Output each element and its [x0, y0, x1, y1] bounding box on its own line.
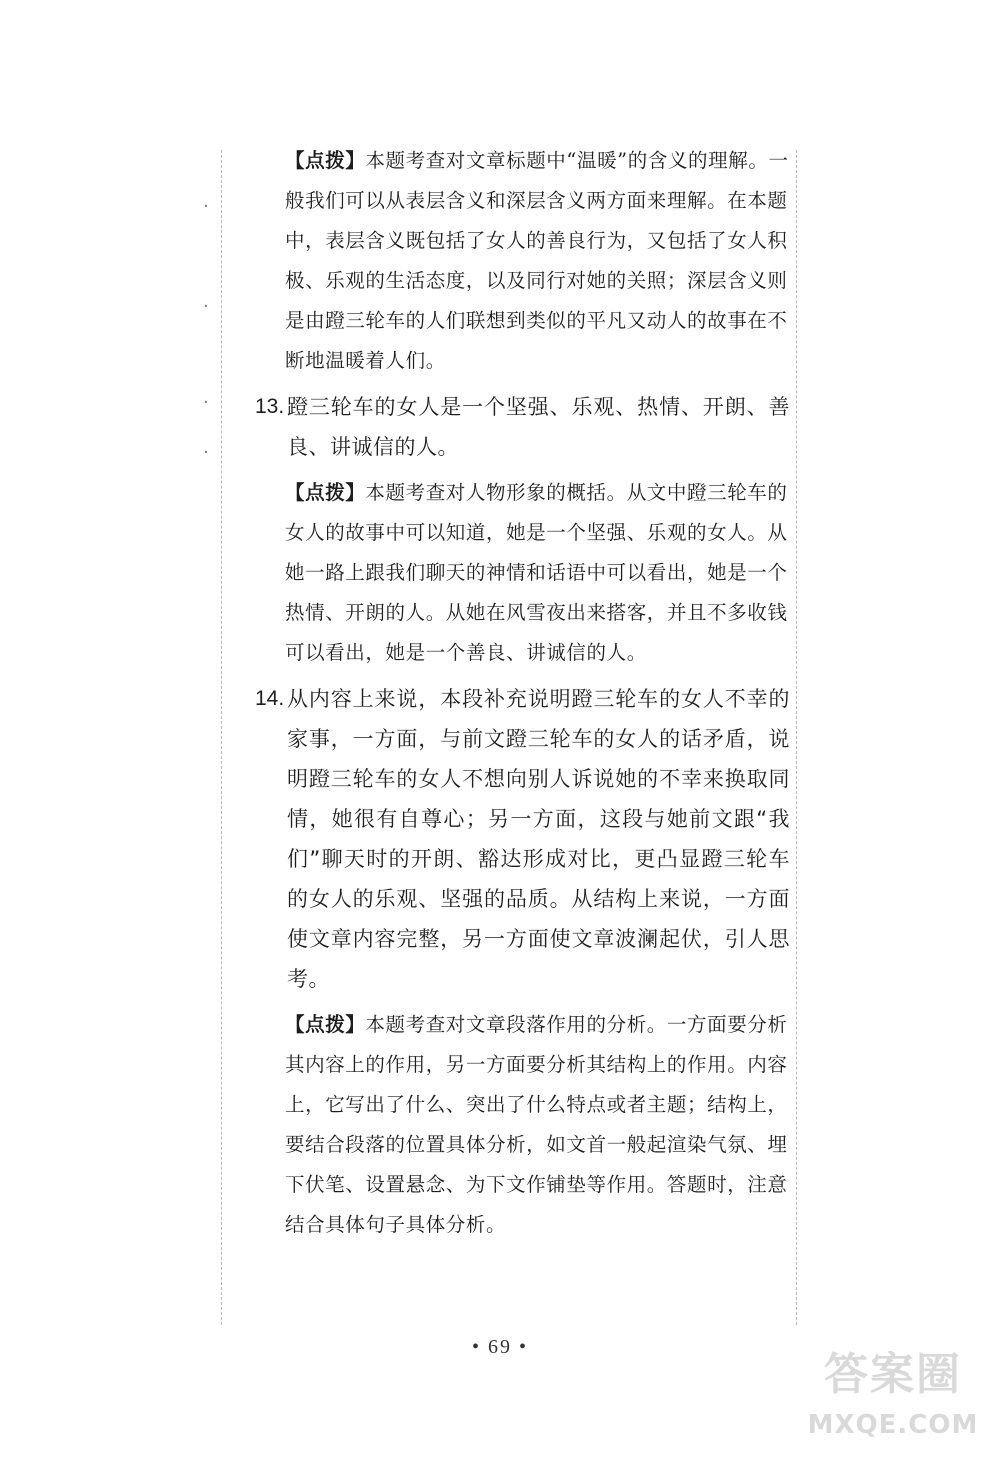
hint-tag: 【点拨】 [285, 149, 366, 172]
hint-tag: 【点拨】 [285, 1013, 366, 1036]
watermark-logo [798, 1345, 988, 1465]
left-margin-rule [221, 150, 222, 1325]
answer-13 [255, 387, 790, 467]
scan-artifact: · [203, 296, 209, 317]
watermark-logo-text: 答案圈 [824, 1349, 962, 1400]
right-margin-rule [796, 150, 797, 1325]
watermark-url: MXQE.COM [807, 1410, 979, 1440]
answer-text: 蹬三轮车的女人是一个坚强、乐观、热情、开朗、善良、讲诚信的人。 [287, 395, 790, 459]
answer-text: 从内容上来说，本段补充说明蹬三轮车的女人不幸的家事，一方面，与前文蹬三轮车的女人的话矛盾，说明蹬三轮车的女人不想向别人诉说她的不幸来换取同情，她很有自尊心；另一方面，这段与她前文跟“我们”聊天时的开朗、豁达形成对比，更凸显蹬三轮车的女人的乐观、坚强的品质。从结构上来说，一方面使文章内容完整，另一方面使文章波澜起伏，引人思考。 [287, 687, 790, 991]
hint-text: 本题考查对人物形象的概括。从文中蹬三轮车的女人的故事中可以知道，她是一个坚强、乐观的女人。从她一路上跟我们聊天的神情和话语中可以看出，她是一个热情、开朗的人。从她在风雪夜出来搭客，并且不多收钱可以看出，她是一个善良、讲诚信的人。 [285, 481, 788, 664]
hint-note-14 [255, 1005, 790, 1245]
hint-tag: 【点拨】 [285, 481, 366, 504]
hint-note-12 [255, 141, 790, 381]
question-number: 13. [255, 395, 285, 418]
hint-text: 本题考查对文章段落作用的分析。一方面要分析其内容上的作用，另一方面要分析其结构上的作用。内容上，它写出了什么、突出了什么特点或者主题；结构上，要结合段落的位置具体分析，如文首一般起渲染气氛、埋下伏笔、设置悬念、为下文作铺垫等作用。答题时，注意结合具体句子具体分析。 [285, 1013, 788, 1236]
page-number: • 69 • [471, 1336, 528, 1358]
scan-artifact: · [203, 442, 209, 463]
hint-text: 本题考查对文章标题中“温暖”的含义的理解。一般我们可以从表层含义和深层含义两方面来理解。在本题中，表层含义既包括了女人的善良行为，又包括了女人积极、乐观的生活态度，以及同行对她的关照；深层含义则是由蹬三轮车的人们联想到类似的平凡又动人的故事在不断地温暖着人们。 [285, 149, 789, 372]
scan-artifact: · [203, 196, 209, 217]
answer-14 [255, 679, 790, 999]
answer-content [255, 141, 790, 1251]
hint-note-13 [255, 473, 790, 673]
question-number: 14. [255, 687, 285, 710]
scan-artifact: · [203, 392, 209, 413]
